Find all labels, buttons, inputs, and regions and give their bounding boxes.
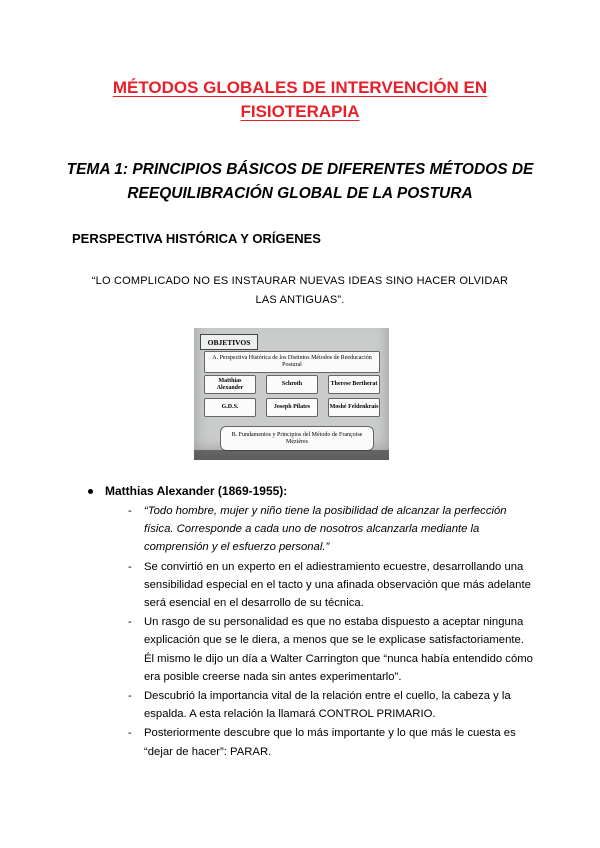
figure-box-a: A. Perspectiva Histórica de los Distintos Métodos de Reeducación Postural xyxy=(204,351,380,373)
figure-method-box: Schroth xyxy=(266,375,318,394)
dash-marker: - xyxy=(128,616,132,629)
figure-shadow xyxy=(194,450,389,460)
document-title: MÉTODOS GLOBALES DE INTERVENCIÓN EN FISIOTERAPIA xyxy=(112,78,488,121)
bullet-dot-icon xyxy=(88,489,93,494)
list-item xyxy=(128,613,536,686)
list-item-text: Descubrió la importancia vital de la relación entre el cuello, la cabeza y la espalda. A esta relación la llamará CONTROL PRIMARIO. xyxy=(144,690,511,721)
list-item xyxy=(128,687,536,723)
objectives-figure xyxy=(194,328,389,460)
quote: “LO COMPLICADO NO ES INSTAURAR NUEVAS IDEAS SINO HACER OLVIDAR LAS ANTIGUAS”. xyxy=(91,275,509,306)
figure-method-box: Matthias Alexander xyxy=(204,375,256,394)
dash-marker: - xyxy=(128,727,132,740)
figure-box-b: B. Fundamentos y Principios del Método de Françoise Mézières xyxy=(220,426,374,451)
figure-method-box: Moshé Feldenkrais xyxy=(328,398,380,417)
list-item xyxy=(128,558,536,613)
section-heading: PERSPECTIVA HISTÓRICA Y ORÍGENES xyxy=(72,231,321,246)
topic-heading: TEMA 1: PRINCIPIOS BÁSICOS DE DIFERENTES MÉTODOS DE REEQUILIBRACIÓN GLOBAL DE LA POSTURA xyxy=(66,161,534,202)
dash-marker: - xyxy=(128,505,132,517)
bullet-heading xyxy=(88,484,287,498)
list-item-text: Se convirtió en un experto en el adiestramiento ecuestre, desarrollando una sensibilidad especial en el tacto y una afinada observación que más adelante será esencial en el desarrollo de su técnica. xyxy=(144,560,531,610)
figure-method-box: G.D.S. xyxy=(204,398,256,417)
list-item xyxy=(128,502,536,557)
list-item-text: Un rasgo de su personalidad es que no estaba dispuesto a aceptar ninguna explicación que se le diera, a menos que se le explicase satisfactoriamente. Él mismo le dijo un día a Walter Carrington que “nunca había entendido cómo era posible creerse nada sin antes experimentarlo”. xyxy=(144,616,533,683)
list-item-text: “Todo hombre, mujer y niño tiene la posibilidad de alcanzar la perfección física. Corresponde a cada uno de nosotros alcanzarla mediante la comprensión y el esfuerzo personal.” xyxy=(144,505,507,554)
figure-method-box: Therese Bertherat xyxy=(328,375,380,394)
dash-marker: - xyxy=(128,690,132,703)
figure-objectives-label: OBJETIVOS xyxy=(200,334,258,350)
list-item-text: Posteriormente descubre que lo más importante y lo que más le cuesta es “dejar de hacer”: PARAR. xyxy=(144,727,516,758)
dash-marker: - xyxy=(128,560,132,573)
list-item xyxy=(128,724,536,760)
bullet-heading-text: Matthias Alexander (1869-1955): xyxy=(105,484,288,498)
figure-method-box: Joseph Pilates xyxy=(266,398,318,417)
bullet-items xyxy=(128,502,536,762)
